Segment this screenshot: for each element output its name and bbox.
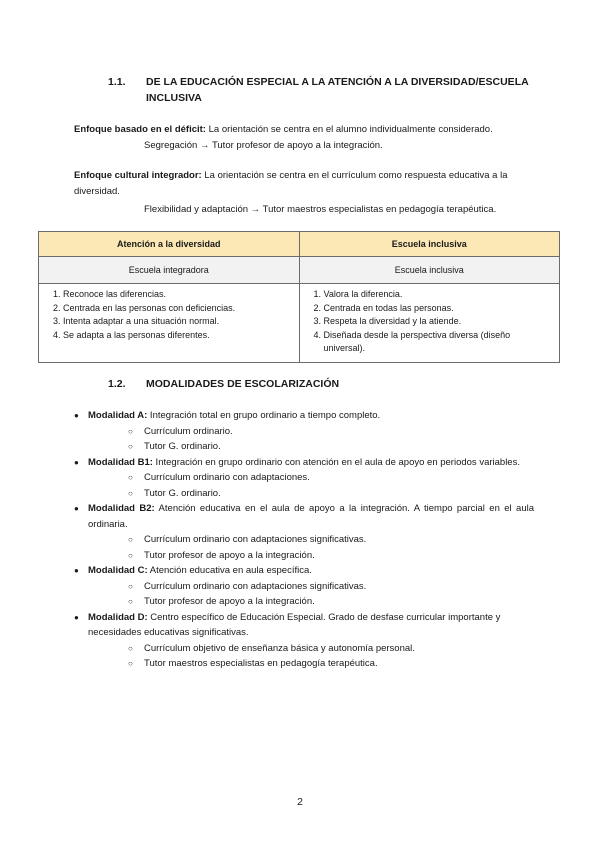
list-item: 4. Se adapta a las personas diferentes. [63,329,293,343]
sub-item-text: Tutor profesor de apoyo a la integración. [144,596,315,607]
list-item [74,501,534,532]
list-item: 2. Centrada en las personas con deficiencias. [63,302,293,316]
page-number: 2 [297,796,303,808]
table-cell-left [39,284,300,363]
sub-list-item [74,439,534,455]
sub-list-item [74,579,534,595]
modalidad-text: Integración en grupo ordinario con atención en el aula de apoyo en periodos variables. [152,456,520,468]
table-header-cell: Escuela inclusiva [299,232,560,257]
modalidad-label: Modalidad B2: [88,503,155,514]
sub-item-text: Currículum ordinario con adaptaciones significativas. [144,534,367,545]
sub-list-item [74,486,534,502]
enfoque-deficit-label: Enfoque basado en el déficit: [74,124,206,135]
sub-item-text: Tutor maestros especialistas en pedagogía terapéutica. [144,658,378,669]
list-item: 3. Respeta la diversidad y la atiende. [324,315,554,329]
sub-item-text: Currículum ordinario con adaptaciones significativas. [144,580,367,592]
modalidad-text: Integración total en grupo ordinario a tiempo completo. [147,410,381,421]
enfoque-cultural-label: Enfoque cultural integrador: [74,170,202,181]
sub-list-item [74,548,534,564]
circle-bullet-icon: ○ [128,488,133,498]
right-list [306,288,554,356]
table-body-row [39,284,560,363]
enfoque-deficit-paragraph [74,122,534,153]
left-list [45,288,293,342]
modalidad-text: Atención educativa en aula específica. [147,565,312,576]
table-subheader-row [39,257,560,284]
list-item [74,563,534,579]
sub-list-item [74,641,534,657]
list-item: 2. Centrada en todas las personas. [324,302,554,316]
modalidad-text: Atención educativa en el aula de apoyo a la integración. A tiempo parcial en el aula ordinaria. [88,503,535,530]
circle-bullet-icon: ○ [128,473,133,482]
modalidad-label: Modalidad C: [88,565,148,576]
modalidad-label: Modalidad D: [88,611,148,623]
modalidad-label: Modalidad B1: [88,456,153,468]
enfoque-cultural-result: Flexibilidad y adaptación → Tutor maestros especialistas en pedagogía terapéutica. [144,204,497,215]
enfoque-deficit-text: La orientación se centra en el alumno individualmente considerado. [205,124,493,135]
section-title: DE LA EDUCACIÓN ESPECIAL A LA ATENCIÓN A LA DIVERSIDAD/ESCUELA INCLUSIVA [146,76,529,104]
sub-item-text: Currículum ordinario con adaptaciones. [144,472,310,483]
bullet-icon: ● [74,411,79,420]
circle-bullet-icon: ○ [128,659,133,668]
circle-bullet-icon: ○ [128,442,133,451]
modalidad-label: Modalidad A: [88,410,148,421]
table-cell-right [299,284,560,363]
list-item [74,408,534,424]
bullet-icon: ● [74,612,79,622]
sub-list-item [74,470,534,486]
sub-item-text: Tutor G. ordinario. [144,441,221,452]
sub-item-text: Tutor G. ordinario. [144,487,221,499]
table-subheader-cell: Escuela inclusiva [299,257,560,284]
section-number: 1.2. [108,378,126,390]
section-title: MODALIDADES DE ESCOLARIZACIÓN [146,378,340,390]
list-item [74,610,534,641]
circle-bullet-icon: ○ [128,535,133,544]
bullet-icon: ● [74,504,79,513]
modalidades-list [74,408,534,672]
circle-bullet-icon: ○ [128,581,133,591]
table-header-cell: Atención a la diversidad [39,232,300,257]
bullet-icon: ● [74,566,79,575]
table-header-row [39,232,560,257]
section-heading-1-2 [108,378,340,390]
list-item: 3. Intenta adaptar a una situación normal. [63,315,293,329]
list-item: 1. Valora la diferencia. [324,288,554,302]
enfoque-deficit-result: Segregación → Tutor profesor de apoyo a la integración. [144,139,383,151]
enfoque-cultural-text: La orientación se centra en el currículum como respuesta educativa a la diversidad. [74,170,508,197]
comparison-table [38,231,560,363]
circle-bullet-icon: ○ [128,597,133,606]
sub-item-text: Currículum ordinario. [144,425,233,437]
sub-list-item [74,532,534,548]
table-subheader-cell: Escuela integradora [39,257,300,284]
section-number: 1.1. [108,76,126,88]
circle-bullet-icon: ○ [128,550,133,560]
circle-bullet-icon: ○ [128,426,133,436]
circle-bullet-icon: ○ [128,643,133,653]
list-item: 1. Reconoce las diferencias. [63,288,293,302]
sub-item-text: Tutor profesor de apoyo a la integración. [144,549,315,561]
list-item [74,455,534,471]
list-item: 4. Diseñada desde la perspectiva diversa (diseño universal). [324,329,554,356]
sub-item-text: Currículum objetivo de enseñanza básica y autonomía personal. [144,642,415,654]
enfoque-cultural-paragraph [74,168,534,217]
modalidad-text: Centro específico de Educación Especial. Grado de desfase curricular importante y necesidades educativas significativas. [88,611,501,638]
bullet-icon: ● [74,457,79,467]
sub-list-item [74,424,534,440]
sub-list-item [74,656,534,672]
sub-list-item [74,594,534,610]
